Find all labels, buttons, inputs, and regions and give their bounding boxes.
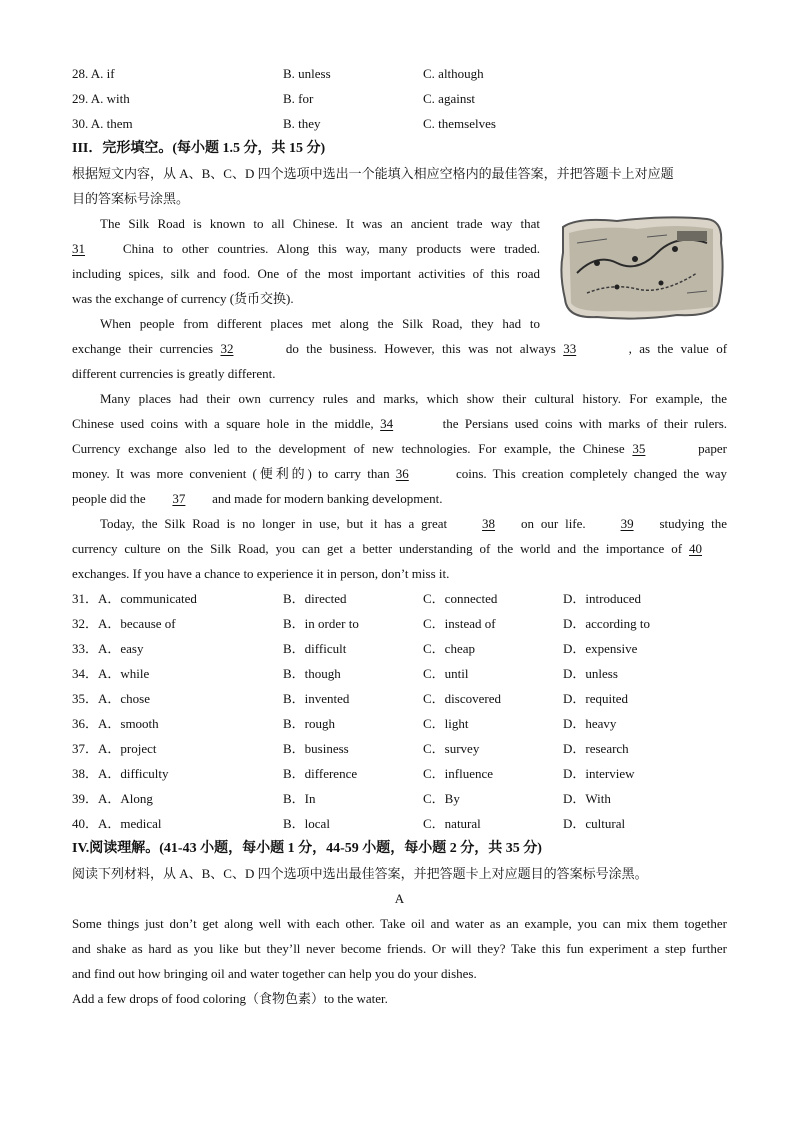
- option-a: 30. A. them: [72, 116, 133, 131]
- para2-line2: exchange their currencies 32 do the business. However, this was not always 33 , as the value of: [72, 336, 727, 361]
- option-b: B．directed: [283, 591, 347, 606]
- option-a: 31．A．communicated: [72, 591, 197, 606]
- option-a: 36．A．smooth: [72, 716, 159, 731]
- para3-line1: Many places had their own currency rules and marks, which show their cultural history. For example, the: [100, 391, 727, 406]
- para2-line1: When people from different places met along the Silk Road, they had to: [100, 316, 540, 331]
- section-3-instructions-cont: 目的答案标号涂黑。: [72, 191, 190, 206]
- blank-39: 39: [620, 516, 634, 531]
- para4-line2: currency culture on the Silk Road, you can get a better understanding of the world and the importance of 40: [72, 536, 727, 561]
- option-b: B．in order to: [283, 616, 359, 631]
- section-4-heading: IV.阅读理解。(41-43 小题，每小题 1 分，44-59 小题，每小题 2 分，共 35 分): [72, 841, 542, 856]
- cloze-option-row-34: [72, 661, 727, 686]
- section-3-heading: III．完形填空。(每小题 1.5 分，共 15 分): [72, 141, 326, 156]
- cloze-option-row-39: [72, 786, 727, 811]
- option-c: C．survey: [423, 741, 480, 756]
- option-c: C．light: [423, 716, 469, 731]
- blank-36: 36: [395, 466, 409, 481]
- option-a: 29. A. with: [72, 91, 130, 106]
- blank-33: 33: [563, 341, 577, 356]
- cloze-option-row-36: [72, 711, 727, 736]
- section-3-instructions: 根据短文内容，从 A、B、C、D 四个选项中选出一个能填入相应空格内的最佳答案，并把答题卡上对应题: [72, 166, 674, 181]
- para4-line1: Today, the Silk Road is no longer in use, but it has a great 38 on our life. 39 studying the: [72, 511, 727, 536]
- option-b: B. unless: [283, 66, 331, 81]
- option-d: D．With: [563, 791, 611, 806]
- blank-31: 31: [72, 241, 85, 256]
- option-c: C. although: [423, 66, 484, 81]
- para2-line3: different currencies is greatly different.: [72, 366, 276, 381]
- option-a: 37．A．project: [72, 741, 157, 756]
- option-a: 33．A．easy: [72, 641, 144, 656]
- option-b: B．rough: [283, 716, 336, 731]
- option-b: B．In: [283, 791, 316, 806]
- option-b: B. for: [283, 91, 314, 106]
- option-row-30: [72, 111, 727, 136]
- option-a: 35．A．chose: [72, 691, 150, 706]
- option-d: D．unless: [563, 666, 618, 681]
- para1-line4: was the exchange of currency (货币交换).: [72, 291, 294, 306]
- option-a: 38．A．difficulty: [72, 766, 169, 781]
- cloze-option-row-37: [72, 736, 727, 761]
- option-c: C．discovered: [423, 691, 501, 706]
- option-c: C．By: [423, 791, 460, 806]
- para4-line3: exchanges. If you have a chance to experience it in person, don’t miss it.: [72, 566, 450, 581]
- option-c: C. against: [423, 91, 475, 106]
- blank-34: 34: [380, 416, 394, 431]
- cloze-option-row-33: [72, 636, 727, 661]
- option-a: 40．A．medical: [72, 816, 162, 831]
- option-a: 28. A. if: [72, 66, 115, 81]
- cloze-option-row-31: [72, 586, 727, 611]
- blank-38: 38: [482, 516, 496, 531]
- option-c: C．influence: [423, 766, 494, 781]
- option-c: C．connected: [423, 591, 498, 606]
- blank-35: 35: [632, 441, 646, 456]
- option-c: C．instead of: [423, 616, 496, 631]
- option-row-28: [72, 61, 727, 86]
- option-d: D．introduced: [563, 591, 641, 606]
- cloze-option-row-40: [72, 811, 727, 836]
- option-b: B. they: [283, 116, 321, 131]
- option-b: B．business: [283, 741, 349, 756]
- cloze-option-row-32: [72, 611, 727, 636]
- passage-a-line2: and shake as hard as you like but they’ll never become friends. Or will they? Take this fun experiment a step further: [72, 941, 727, 956]
- option-a: 32．A．because of: [72, 616, 176, 631]
- option-c: C．natural: [423, 816, 481, 831]
- para3-line2: Chinese used coins with a square hole in the middle, 34 the Persians used coins with marks of their rulers.: [72, 411, 727, 436]
- option-b: B．difference: [283, 766, 358, 781]
- option-b: B．invented: [283, 691, 350, 706]
- blank-40: 40: [689, 541, 702, 556]
- para1-line1: The Silk Road is known to all Chinese. It was an ancient trade way that: [100, 216, 540, 231]
- option-a: 39．A．Along: [72, 791, 153, 806]
- option-b: B．local: [283, 816, 330, 831]
- option-c: C．until: [423, 666, 469, 681]
- silk-road-map-image: [557, 213, 727, 323]
- para1-line2: 31 China to other countries. Along this way, many products were traded.: [72, 236, 540, 261]
- section-4-instructions: 阅读下列材料，从 A、B、C、D 四个选项中选出最佳答案，并把答题卡上对应题目的答案标号涂黑。: [72, 866, 648, 881]
- option-d: D．according to: [563, 616, 651, 631]
- option-a: 34．A．while: [72, 666, 150, 681]
- option-d: D．research: [563, 741, 629, 756]
- option-b: B．though: [283, 666, 341, 681]
- option-d: D．heavy: [563, 716, 617, 731]
- cloze-option-row-35: [72, 686, 727, 711]
- para3-line3: Currency exchange also led to the development of new technologies. For example, the Chinese 35 paper: [72, 436, 727, 461]
- passage-a-line3: and find out how bringing oil and water together can help you do your dishes.: [72, 966, 477, 981]
- option-c: C. themselves: [423, 116, 496, 131]
- para1-line3: including spices, silk and food. One of the most important activities of this road: [72, 266, 540, 281]
- para3-line5: people did the 37 and made for modern banking development.: [72, 486, 727, 511]
- option-c: C．cheap: [423, 641, 475, 656]
- passage-a-line1: Some things just don’t get along well with each other. Take oil and water as an example, you can mix them together: [72, 916, 727, 931]
- option-d: D．cultural: [563, 816, 626, 831]
- exam-page: [72, 61, 727, 1011]
- option-d: D．interview: [563, 766, 635, 781]
- passage-label: A: [394, 891, 405, 906]
- option-b: B．difficult: [283, 641, 347, 656]
- option-d: D．requited: [563, 691, 628, 706]
- cloze-option-row-38: [72, 761, 727, 786]
- option-row-29: [72, 86, 727, 111]
- passage-a-line4: Add a few drops of food coloring（食物色素）to the water.: [72, 991, 388, 1006]
- para3-line4: money. It was more convenient (便利的) to carry than 36 coins. This creation completely changed the way: [72, 461, 727, 486]
- blank-32: 32: [220, 341, 234, 356]
- option-d: D．expensive: [563, 641, 638, 656]
- blank-37: 37: [172, 491, 186, 506]
